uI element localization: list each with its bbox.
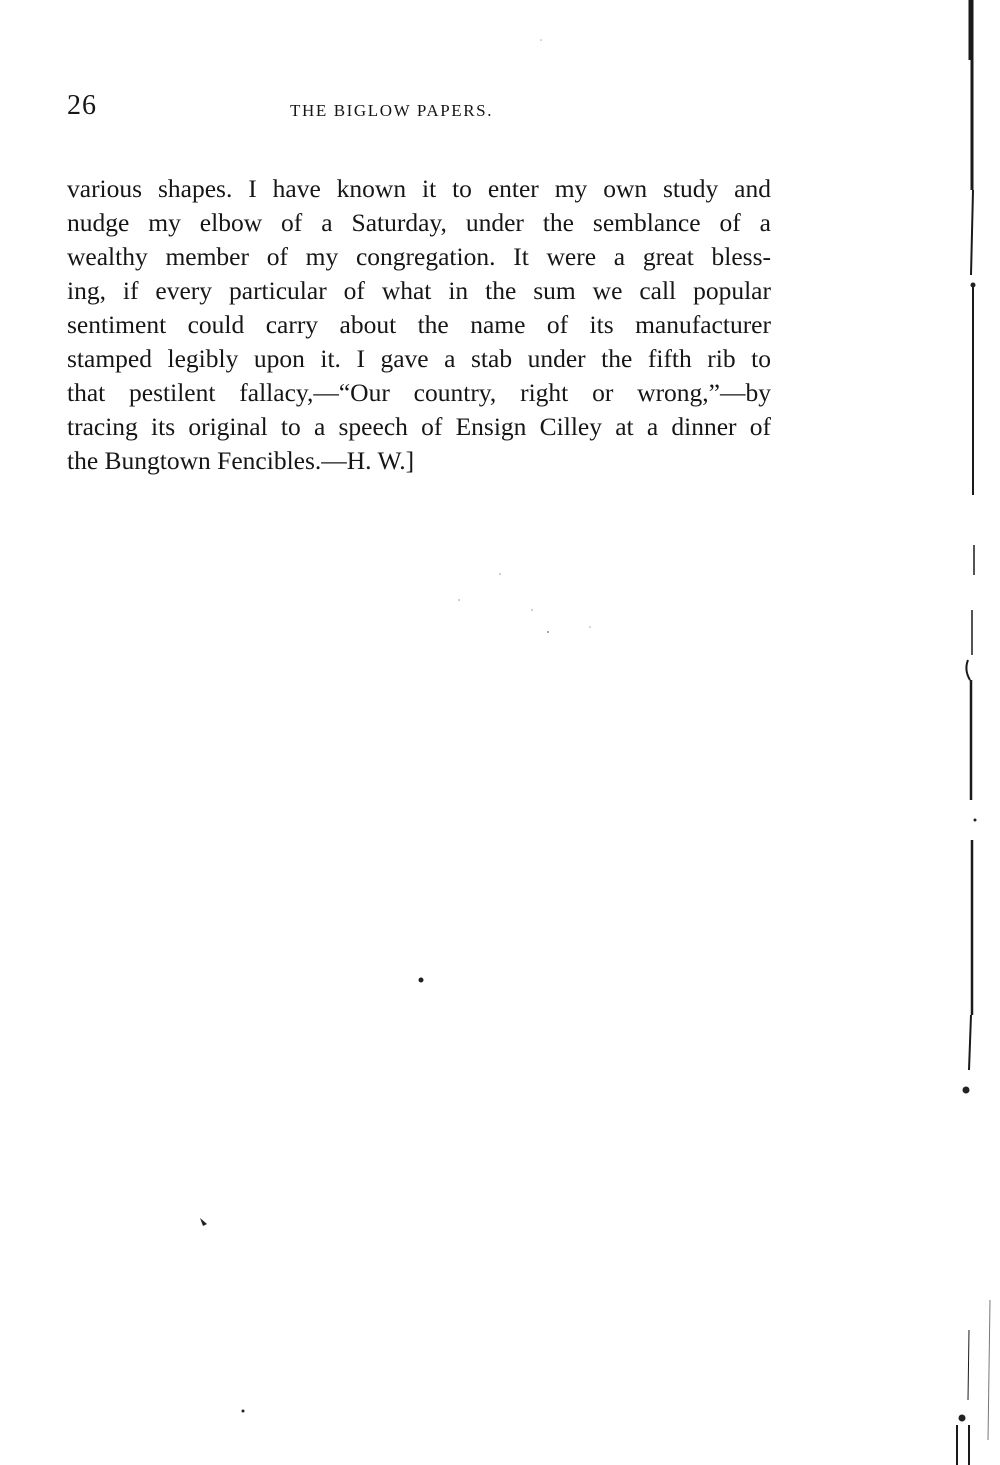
text-line: that pestilent fallacy,—“Our country, right or wrong,”—by bbox=[67, 378, 771, 407]
text-line: wealthy member of my congregation. It were a great bless- bbox=[67, 242, 771, 271]
page-number: 26 bbox=[67, 90, 97, 121]
text-line: ing, if every particular of what in the sum we call popular bbox=[67, 276, 771, 305]
page-edge-shadow bbox=[957, 0, 990, 1465]
text-line: various shapes. I have known it to enter my own study and bbox=[67, 174, 771, 203]
running-title: THE BIGLOW PAPERS. bbox=[290, 101, 494, 120]
text-line: nudge my elbow of a Saturday, under the semblance of a bbox=[67, 208, 771, 237]
body-paragraph bbox=[67, 172, 771, 478]
text-line: tracing its original to a speech of Ensign Cilley at a dinner of bbox=[67, 412, 771, 441]
text-line: the Bungtown Fencibles.—H. W.] bbox=[67, 446, 415, 475]
text-line: sentiment could carry about the name of its manufacturer bbox=[67, 310, 771, 339]
text-line: stamped legibly upon it. I gave a stab under the fifth rib to bbox=[67, 344, 771, 373]
